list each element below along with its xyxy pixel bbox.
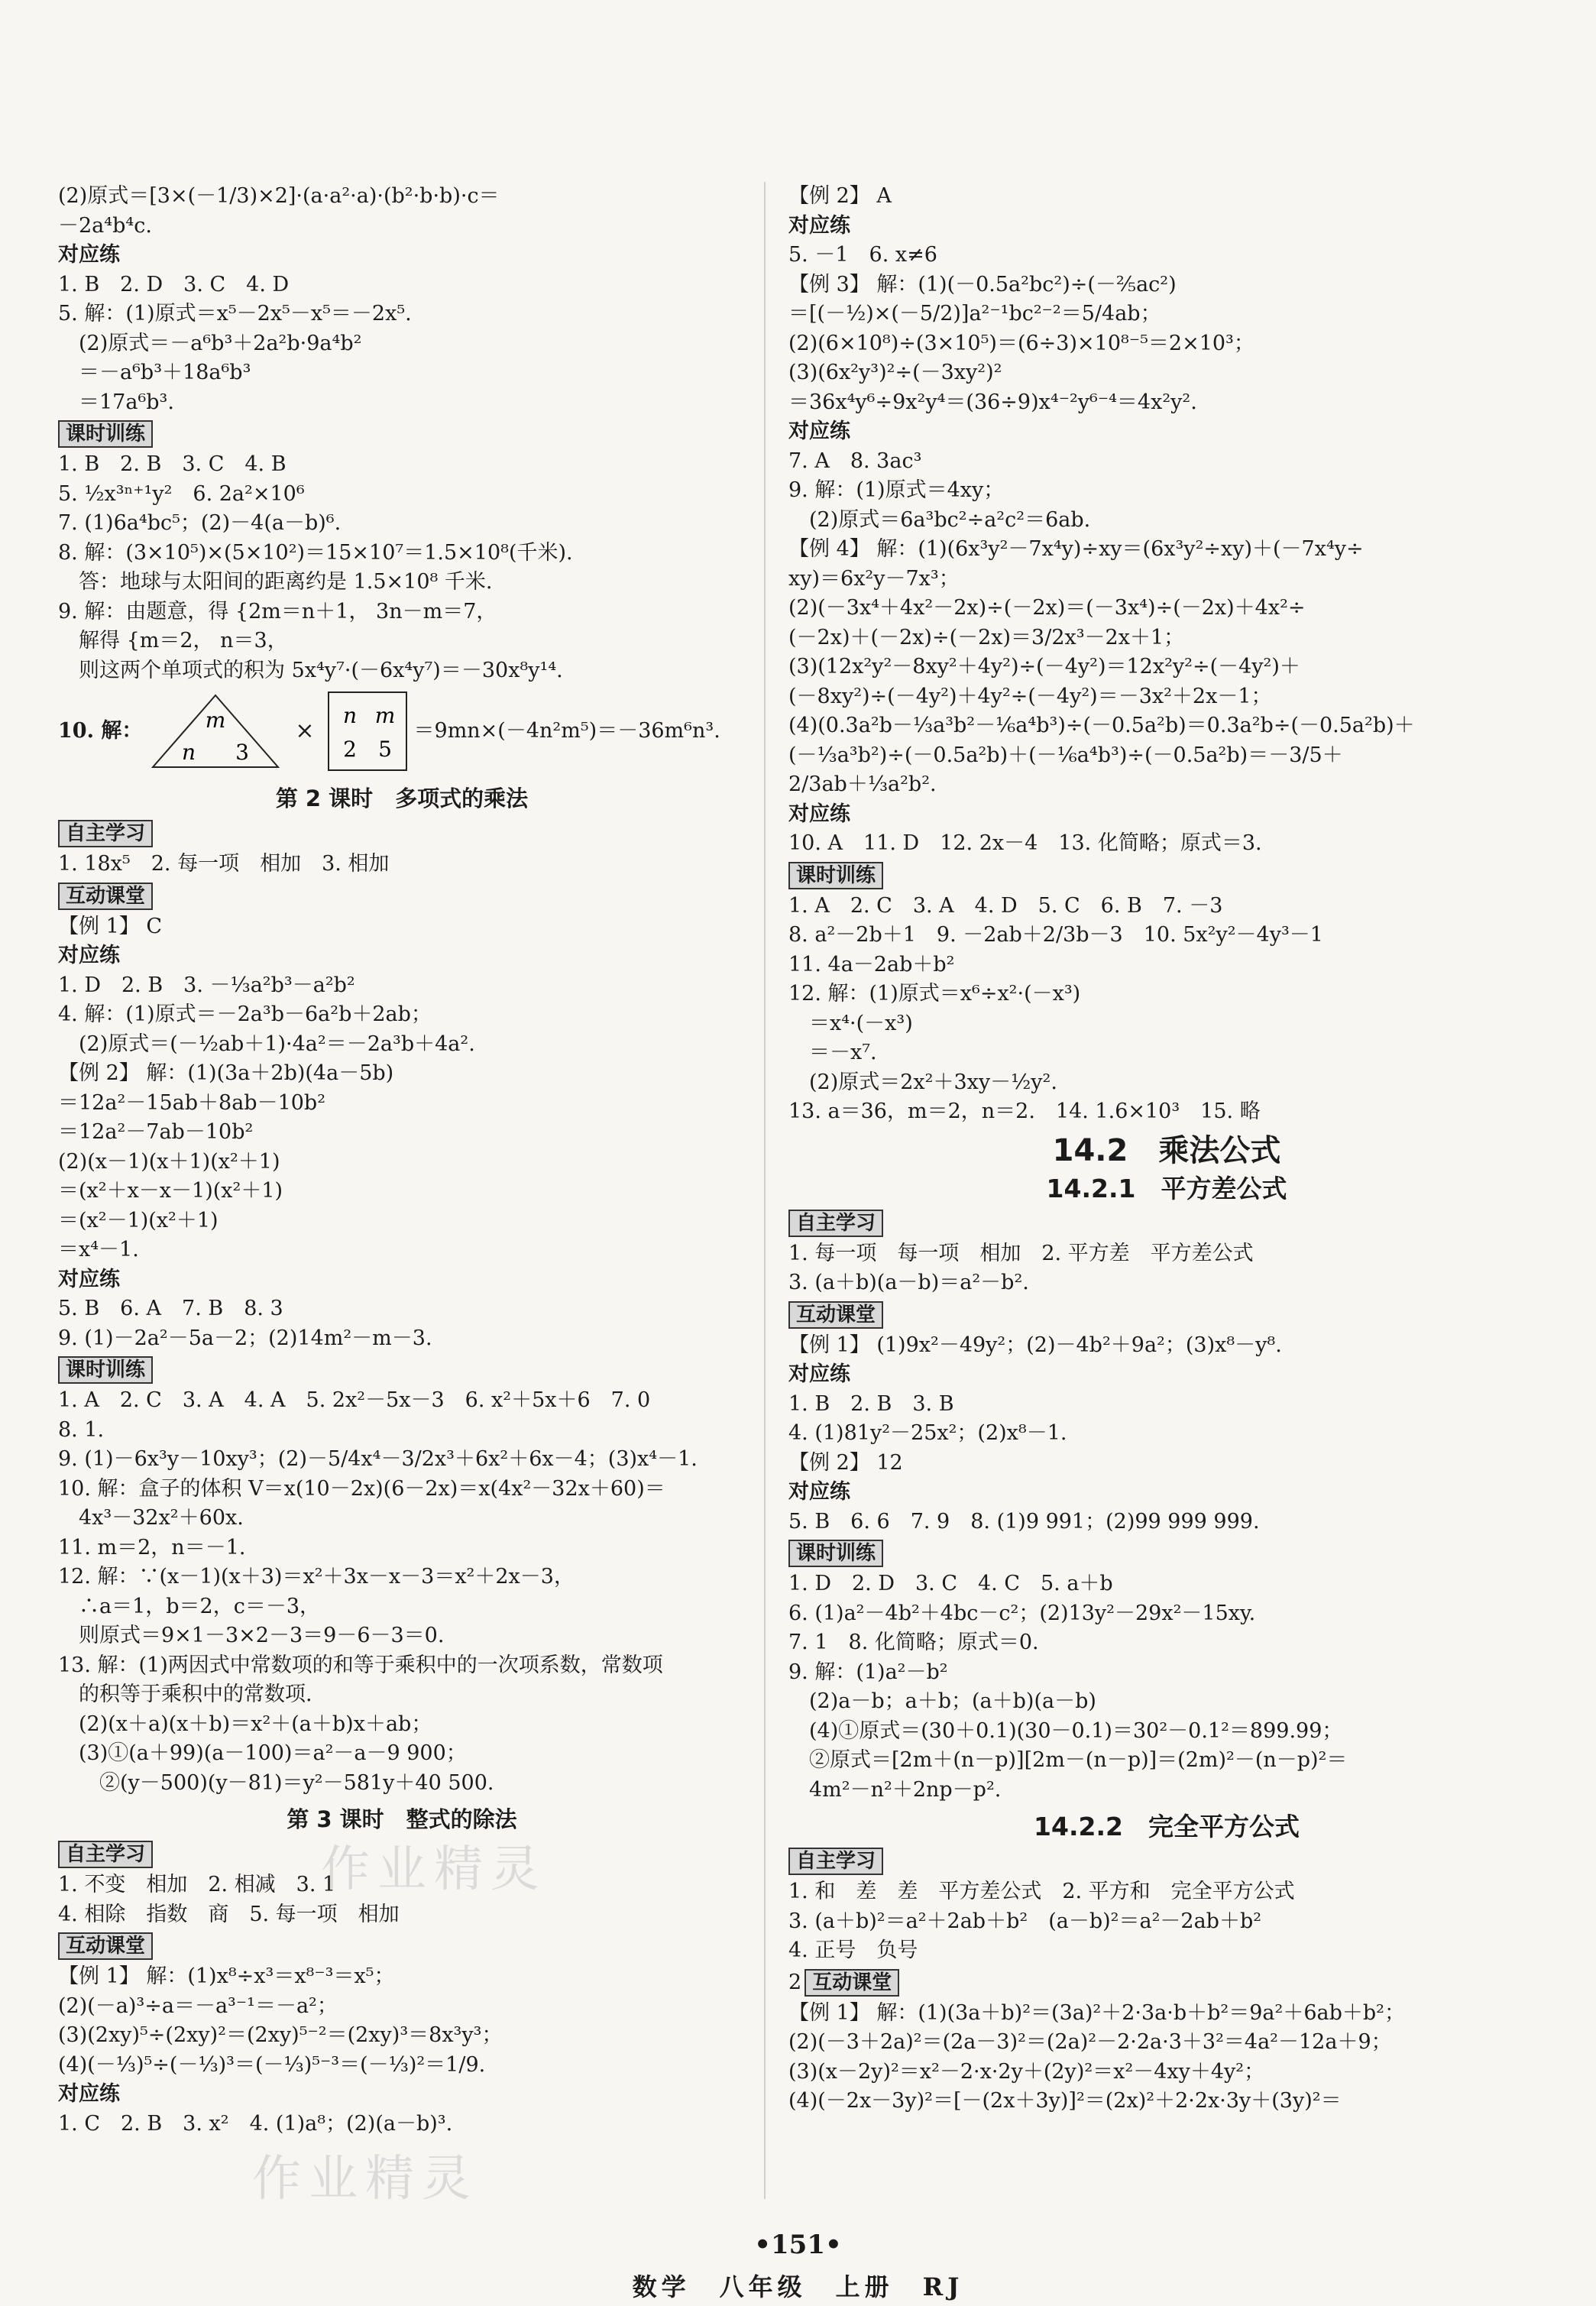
answer-line: (2)(x－1)(x＋1)(x²＋1) <box>58 1149 280 1174</box>
answer-line: 对应练 <box>788 802 850 826</box>
answer-line: 【例 2】 A <box>788 184 892 208</box>
answer-line: (4)(0.3a²b－⅓a³b²－⅙a⁴b³)÷(－0.5a²b)＝0.3a²b÷(－0.5a²b)＋ <box>788 714 1415 737</box>
watermark-1: 作业精灵 <box>321 1841 547 1898</box>
block-right-g <box>788 1999 1545 2117</box>
answer-line: ②原式＝[2m＋(n－p)][2m－(n－p)]＝(2m)²－(n－p)²＝ <box>788 1748 1348 1772</box>
block-left-g <box>58 1962 746 2139</box>
answer-line: 1. 和 差 差 平方差公式 2. 平方和 完全平方公式 <box>788 1880 1295 1903</box>
answer-line: 对应练 <box>58 2082 120 2106</box>
tag-hudong-ketang-r2: 互动课堂 <box>804 1969 899 1997</box>
answer-line: ∴a＝1，b＝2，c＝－3， <box>58 1594 321 1618</box>
box-label-4: 5 <box>377 737 392 762</box>
tag-hudong-ketang-r1: 互动课堂 <box>788 1301 883 1329</box>
answer-line: 1. B 2. B 3. B <box>788 1391 954 1416</box>
tag-zizhu-xuexi: 自主学习 <box>58 820 153 847</box>
answer-line: (2)原式＝(－½ab＋1)·4a²＝－2a³b＋4a². <box>58 1032 475 1056</box>
column-divider <box>764 182 766 2199</box>
answer-line: 对应练 <box>788 1362 850 1386</box>
answer-line: 7. A 8. 3ac³ <box>788 449 922 473</box>
tri-label-left: n <box>182 740 196 765</box>
answer-line: 5. B 6. A 7. B 8. 3 <box>58 1297 283 1320</box>
box-label-1: n <box>342 703 357 728</box>
triangle-figure <box>147 689 284 773</box>
section-14-2-heading: 14.2 乘法公式 <box>1052 1132 1281 1168</box>
block-right-f <box>788 1877 1545 1966</box>
answer-line: 1. B 2. B 3. C 4. B <box>58 452 287 476</box>
lesson3-heading: 第 3 课时 整式的除法 <box>287 1806 517 1832</box>
answer-line: 12. 解：(1)原式＝x⁶÷x²·(－x³) <box>788 982 1081 1006</box>
answer-line: 对应练 <box>58 1267 120 1291</box>
answer-line: －2a⁴b⁴c. <box>58 213 152 238</box>
answer-line: 1. D 2. B 3. －⅓a²b³－a²b² <box>58 973 355 997</box>
answer-line: 10. 解：盒子的体积 V＝x(10－2x)(6－2x)＝x(4x²－32x＋60)＝ <box>58 1476 665 1501</box>
answer-line: ＝－x⁷. <box>788 1041 877 1064</box>
block-right-e <box>788 1569 1545 1805</box>
answer-line: 1. 每一项 每一项 相加 2. 平方差 平方差公式 <box>788 1241 1254 1265</box>
tag-keshi-xunlian-r1: 课时训练 <box>788 862 883 889</box>
block-right-a <box>788 182 1545 859</box>
answer-line: ＝x⁴－1. <box>58 1238 139 1261</box>
section-14-2-1-heading: 14.2.1 平方差公式 <box>1046 1173 1287 1203</box>
answer-line: 对应练 <box>788 419 850 443</box>
answer-line: ＝－a⁶b³＋18a⁶b³ <box>58 361 251 384</box>
answer-line: (－8xy²)÷(－4y²)＋4y²÷(－4y²)＝－3x²＋2x－1； <box>788 684 1272 708</box>
answer-line: 1. B 2. D 3. C 4. D <box>58 272 290 296</box>
tri-label-top: m <box>206 708 226 733</box>
watermark-2: 作业精灵 <box>252 2151 478 2207</box>
answer-line: 【例 1】 C <box>58 914 163 938</box>
answer-line: 【例 2】 12 <box>788 1450 903 1475</box>
answer-line: 9. 解：(1)a²－b² <box>788 1660 948 1684</box>
answer-line: (3)①(a＋99)(a－100)＝a²－a－9 900； <box>58 1741 467 1765</box>
answer-line: 8. 1. <box>58 1417 105 1442</box>
answer-line: (－⅓a³b²)÷(－0.5a²b)＋(－⅙a⁴b³)÷(－0.5a²b)＝－3/5＋ <box>788 743 1343 767</box>
answer-line: 12. 解：∵(x－1)(x＋3)＝x²＋3x－x－3＝x²＋2x－3， <box>58 1565 575 1589</box>
zzxx-answers-1: 1. 18x⁵ 2. 每一项 相加 3. 相加 <box>58 852 390 876</box>
answer-line: 8. a²－2b＋1 9. －2ab＋2/3b－3 10. 5x²y²－4y³－1 <box>788 923 1323 947</box>
answer-line: ＝x⁴·(－x³) <box>788 1011 913 1035</box>
answer-line: 【例 2】 解：(1)(3a＋2b)(4a－5b) <box>58 1061 394 1085</box>
answer-line: (2)(－3＋2a)²＝(2a－3)²＝(2a)²－2·2a·3＋3²＝4a²－12a＋9； <box>788 2030 1392 2054</box>
answer-line: 3. (a＋b)²＝a²＋2ab＋b² (a－b)²＝a²－2ab＋b² <box>788 1909 1262 1933</box>
tag-zizhu-xuexi-r2: 自主学习 <box>788 1848 883 1875</box>
tag-keshi-xunlian-r2: 课时训练 <box>788 1540 883 1567</box>
answer-line: ＝12a²－7ab－10b² <box>58 1120 254 1144</box>
tag-zizhu-xuexi-r1: 自主学习 <box>788 1210 883 1237</box>
answer-line: 11. 4a－2ab＋b² <box>788 952 955 976</box>
answer-line: 【例 1】 解：(1)x⁸÷x³＝x⁸⁻³＝x⁵； <box>58 1964 395 1988</box>
answer-line: (2)原式＝2x²＋3xy－½y². <box>788 1070 1057 1094</box>
answer-line: 【例 1】 解：(1)(3a＋b)²＝(3a)²＋2·3a·b＋b²＝9a²＋6ab＋b²； <box>788 2000 1405 2025</box>
answer-line: 9. (1)－6x³y－10xy³；(2)－5/4x⁴－3/2x³＋6x²＋6x－4；(3)x⁴－1. <box>58 1447 698 1471</box>
block-left-e <box>58 1386 746 1798</box>
answer-line: 9. 解：(1)原式＝4xy； <box>788 478 1005 502</box>
answer-line: 7. (1)6a⁴bc⁵；(2)－4(a－b)⁶. <box>58 511 342 535</box>
block-right-d <box>788 1331 1545 1537</box>
answer-line: 9. (1)－2a²－5a－2；(2)14m²－m－3. <box>58 1326 432 1350</box>
answer-line: 8. 解：(3×10⁵)×(5×10²)＝15×10⁷＝1.5×10⁸(千米). <box>58 540 573 565</box>
right-column <box>788 182 1545 2117</box>
answer-line: (4)(－2x－3y)²＝[－(2x＋3y)]²＝(2x)²＋2·2x·3y＋(3y)²＝ <box>788 2089 1342 2113</box>
answer-line: (3)(6x²y³)²÷(－3xy²)² <box>788 361 1002 384</box>
page-number: •151• <box>754 2230 842 2260</box>
answer-line: ＝(x²＋x－x－1)(x²＋1) <box>58 1179 283 1203</box>
q10-prefix: 10. 解： <box>58 718 143 743</box>
answer-line: (2)(－a)³÷a＝－a³⁻¹＝－a²； <box>58 1993 338 2018</box>
box-figure <box>325 689 410 773</box>
answer-line: ＝[(－½)×(－5/2)]a²⁻¹bc²⁻²＝5/4ab； <box>788 302 1161 325</box>
tag-hudong-ketang-2: 互动课堂 <box>58 1932 153 1960</box>
answer-line: 对应练 <box>788 213 850 238</box>
tag-zizhu-xuexi-2: 自主学习 <box>58 1841 153 1868</box>
answer-line: 10. A 11. D 12. 2x－4 13. 化简略；原式＝3. <box>788 831 1262 855</box>
answer-line: 2/3ab＋⅓a²b². <box>788 772 937 796</box>
answer-line: 1. C 2. B 3. x² 4. (1)a⁸；(2)(a－b)³. <box>58 2111 453 2136</box>
answer-line: 则原式＝9×1－3×2－3＝9－6－3＝0. <box>58 1624 445 1647</box>
block-right-c <box>788 1239 1545 1298</box>
answer-line: (2)原式＝[3×(－1/3)×2]·(a·a²·a)·(b²·b·b)·c＝ <box>58 184 500 208</box>
answer-line: ＝(x²－1)(x²＋1) <box>58 1208 219 1232</box>
answer-line: 对应练 <box>58 944 120 967</box>
answer-line: 则这两个单项式的积为 5x⁴y⁷·(－6x⁴y⁷)＝－30x⁸y¹⁴. <box>58 658 563 682</box>
answer-line: 11. m＝2，n＝－1. <box>58 1535 246 1559</box>
answer-line: ＝12a²－15ab＋8ab－10b² <box>58 1090 326 1115</box>
answer-line: (2)(x＋a)(x＋b)＝x²＋(a＋b)x＋ab； <box>58 1712 432 1736</box>
answer-line: 4x³－32x²＋60x. <box>58 1506 244 1530</box>
tag-hudong-ketang: 互动课堂 <box>58 883 153 910</box>
answer-line: 6. (1)a²－4b²＋4bc－c²；(2)13y²－29x²－15xy. <box>788 1601 1256 1625</box>
block-left-c <box>58 450 746 685</box>
answer-line: (4)①原式＝(30＋0.1)(30－0.1)＝30²－0.1²＝899.99； <box>788 1718 1343 1743</box>
book-footer: 数学 八年级 上册 RJ <box>632 2272 964 2301</box>
answer-line: (3)(x－2y)²＝x²－2·x·2y＋(2y)²＝x²－4xy＋4y²； <box>788 2059 1265 2084</box>
block-right-b <box>788 892 1545 1127</box>
answer-line: 3. (a＋b)(a－b)＝a²－b². <box>788 1271 1029 1294</box>
answer-line: 解得 {m＝2， n＝3， <box>58 629 288 653</box>
section-14-2-2-heading: 14.2.2 完全平方公式 <box>1034 1812 1300 1841</box>
times-sign: × <box>295 717 315 744</box>
answer-line: (2)(－3x⁴＋4x²－2x)÷(－2x)＝(－3x⁴)÷(－2x)＋4x²÷ <box>788 596 1306 620</box>
answer-line: ＝17a⁶b³. <box>58 390 174 414</box>
answer-line: 【例 1】 (1)9x²－49y²；(2)－4b²＋9a²；(3)x⁸－y⁸. <box>788 1333 1282 1357</box>
answer-line: (2)原式＝6a³bc²÷a²c²＝6ab. <box>788 507 1091 532</box>
heading-dyl: 对应练 <box>58 243 120 267</box>
answer-line: 5. 解：(1)原式＝x⁵－2x⁵－x⁵＝－2x⁵. <box>58 302 412 325</box>
answer-line: (4)(－⅓)⁵÷(－⅓)³＝(－⅓)⁵⁻³＝(－⅓)²＝1/9. <box>58 2052 486 2077</box>
block-left-b <box>58 270 746 418</box>
answer-line: ②(y－500)(y－81)＝y²－581y＋40 500. <box>58 1770 494 1795</box>
answer-line: (2)a－b；a＋b；(a＋b)(a－b) <box>788 1689 1096 1713</box>
answer-line: 4. 正号 负号 <box>788 1938 918 1962</box>
answer-line: 1. A 2. C 3. A 4. A 5. 2x²－5x－3 6. x²＋5x＋6 7. 0 <box>58 1388 651 1412</box>
answer-line: (2)(6×10⁸)÷(3×10⁵)＝(6÷3)×10⁸⁻⁵＝2×10³； <box>788 331 1254 355</box>
answer-line: 13. 解：(1)两因式中常数项的和等于乘积中的一次项系数，常数项 <box>58 1653 663 1677</box>
answer-line: xy)＝6x²y－7x³； <box>788 566 960 591</box>
answer-line: 1. 不变 相加 2. 相减 3. 1 <box>58 1873 336 1896</box>
block-left-d <box>58 912 746 1354</box>
answer-line: 5. ½x³ⁿ⁺¹y² 6. 2a²×10⁶ <box>58 481 305 506</box>
answer-line: 9. 解：由题意，得 {2m＝n＋1， 3n－m＝7， <box>58 599 497 623</box>
answer-line: 5. －1 6. x≠6 <box>788 243 937 267</box>
answer-line: ＝36x⁴y⁶÷9x²y⁴＝(36÷9)x⁴⁻²y⁶⁻⁴＝4x²y². <box>788 390 1197 414</box>
q10-row <box>58 685 746 777</box>
answer-line: 13. a＝36，m＝2，n＝2. 14. 1.6×10³ 15. 略 <box>788 1100 1261 1123</box>
answer-line: 答：地球与太阳间的距离约是 1.5×10⁸ 千米. <box>58 570 493 594</box>
answer-line: 对应练 <box>788 1480 850 1504</box>
tag-keshi-xunlian-2: 课时训练 <box>58 1356 153 1384</box>
answer-line: 的积等于乘积中的常数项. <box>58 1683 312 1706</box>
answer-line: (－2x)＋(－2x)÷(－2x)＝3/2x³－2x＋1； <box>788 625 1185 649</box>
q10-suffix: ＝9mn×(－4n²m⁵)＝－36m⁶n³. <box>413 718 720 743</box>
answer-line: 5. B 6. 6 7. 9 8. (1)9 991；(2)99 999 999. <box>788 1509 1260 1534</box>
lesson2-heading: 第 2 课时 多项式的乘法 <box>275 785 529 811</box>
answer-line: 1. D 2. D 3. C 4. C 5. a＋b <box>788 1572 1113 1595</box>
answer-line: 4. 相除 指数 商 5. 每一项 相加 <box>58 1902 400 1926</box>
answer-line: 4. (1)81y²－25x²；(2)x⁸－1. <box>788 1421 1067 1445</box>
answer-line: 4m²－n²＋2np－p². <box>788 1777 1002 1802</box>
tag-prefix-2: 2 <box>788 1970 802 1994</box>
box-label-2: m <box>374 703 395 728</box>
answer-line: (3)(12x²y²－8xy²＋4y²)÷(－4y²)＝12x²y²÷(－4y²)＋ <box>788 655 1300 679</box>
answer-line: 7. 1 8. 化简略；原式＝0. <box>788 1631 1039 1654</box>
block-left-a <box>58 182 746 241</box>
answer-line: 4. 解：(1)原式＝－2a³b－6a²b＋2ab； <box>58 1002 432 1026</box>
answer-line: (3)(2xy)⁵÷(2xy)²＝(2xy)⁵⁻²＝(2xy)³＝8x³y³； <box>58 2023 503 2047</box>
tri-label-right: 3 <box>235 740 250 765</box>
answer-line: 【例 3】 解：(1)(－0.5a²bc²)÷(－⅖ac²) <box>788 272 1177 296</box>
answer-line: (2)原式＝－a⁶b³＋2a²b·9a⁴b² <box>58 331 362 355</box>
box-label-3: 2 <box>342 737 357 762</box>
answer-line: 1. A 2. C 3. A 4. D 5. C 6. B 7. －3 <box>788 893 1223 918</box>
answer-line: 【例 4】 解：(1)(6x³y²－7x⁴y)÷xy＝(6x³y²÷xy)＋(－7x⁴y÷ <box>788 537 1364 561</box>
tag-keshi-xunlian: 课时训练 <box>58 420 153 448</box>
